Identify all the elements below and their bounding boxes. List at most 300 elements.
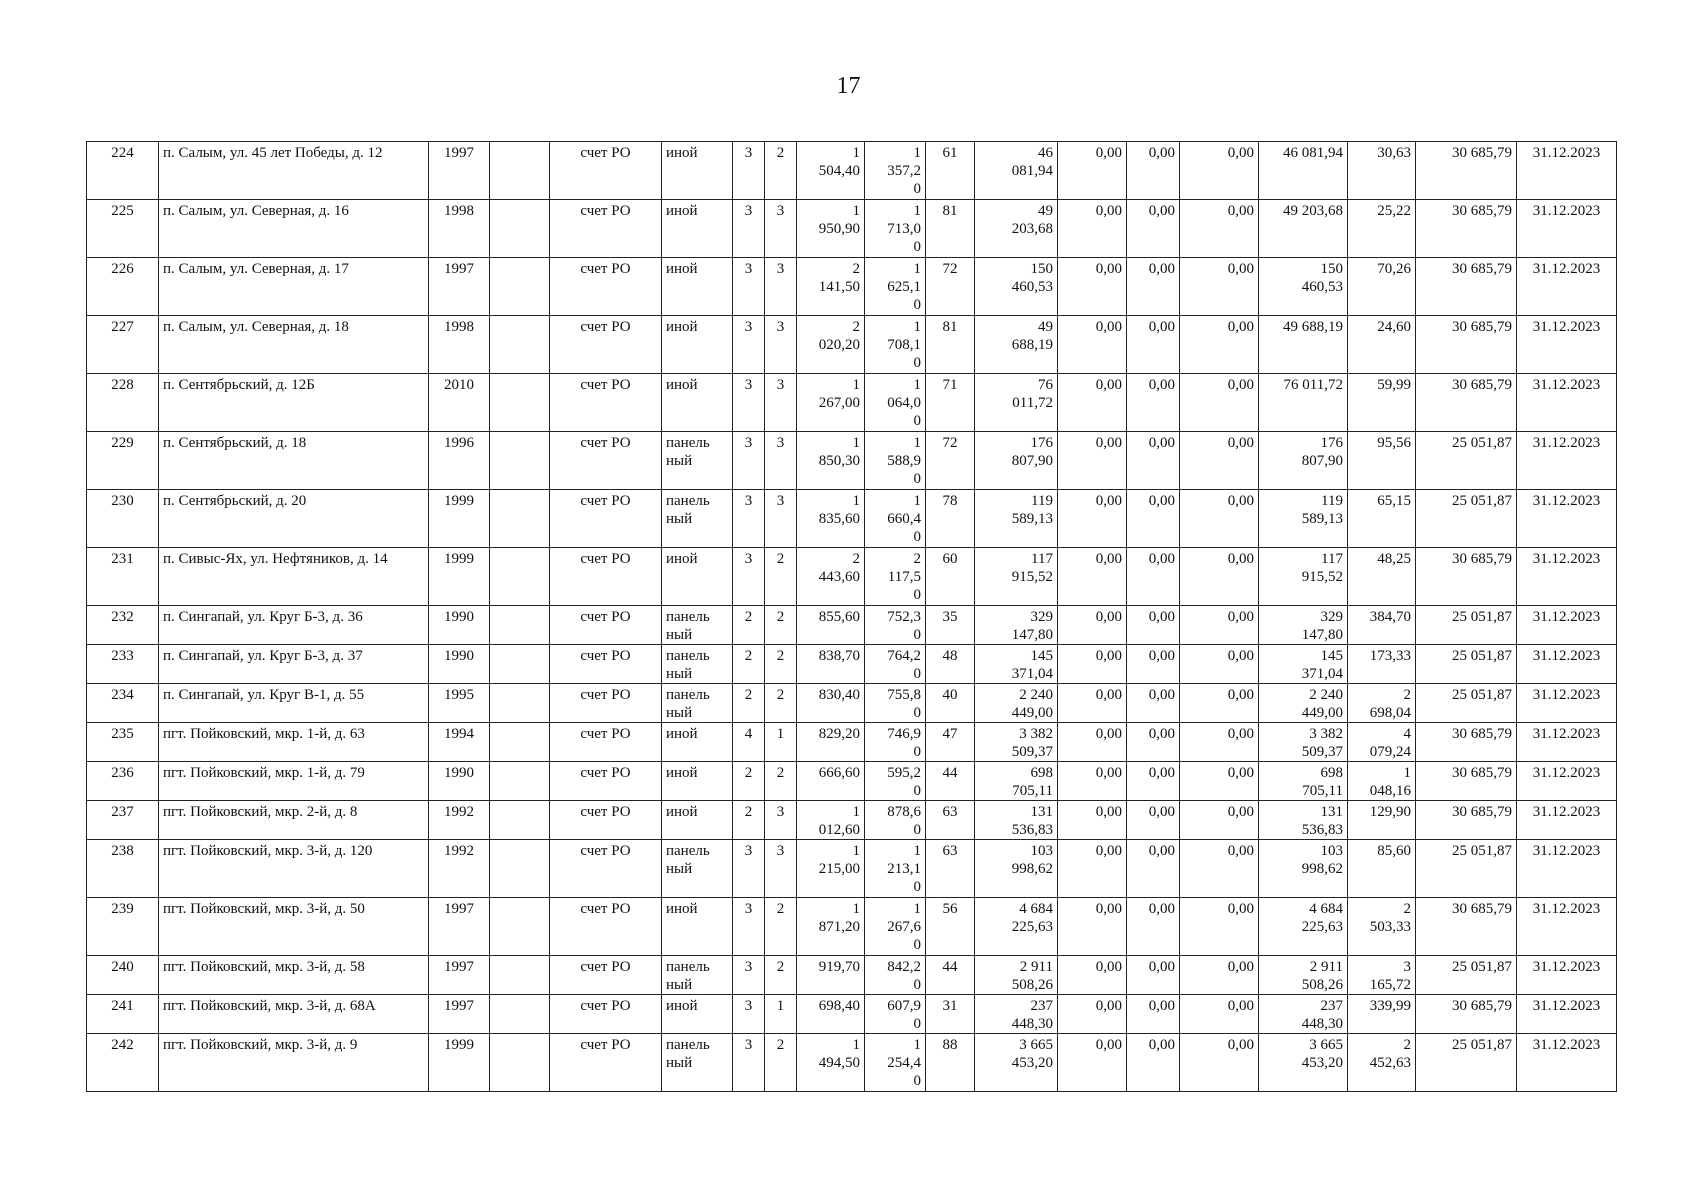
wall-material-cell: иной bbox=[662, 316, 733, 374]
funding-cell: 0,00 bbox=[1058, 432, 1127, 490]
table-row bbox=[87, 684, 1617, 723]
limit-cost-cell: 30 685,79 bbox=[1416, 995, 1517, 1034]
residents-cell: 71 bbox=[926, 374, 975, 432]
address-cell: п. Сентябрьский, д. 20 bbox=[159, 490, 429, 548]
year-cell: 1996 bbox=[429, 432, 490, 490]
year-cell: 1990 bbox=[429, 606, 490, 645]
funding-cell: 0,00 bbox=[1058, 995, 1127, 1034]
row-number: 226 bbox=[87, 258, 159, 316]
wall-material-cell: иной bbox=[662, 142, 733, 200]
total-cost-cell: 76 011,72 bbox=[975, 374, 1058, 432]
living-area-cell: 746,9 0 bbox=[865, 723, 926, 762]
total-cost-cell: 131 536,83 bbox=[975, 801, 1058, 840]
funding-cell: 0,00 bbox=[1058, 548, 1127, 606]
entrances-cell: 1 bbox=[765, 995, 797, 1034]
empty-cell bbox=[490, 995, 550, 1034]
residents-cell: 81 bbox=[926, 200, 975, 258]
row-number: 234 bbox=[87, 684, 159, 723]
fund-ro-cell: 119 589,13 bbox=[1259, 490, 1348, 548]
table-row bbox=[87, 374, 1617, 432]
floors-cell: 4 bbox=[733, 723, 765, 762]
empty-cell bbox=[490, 645, 550, 684]
year-cell: 1997 bbox=[429, 258, 490, 316]
wall-material-cell: иной bbox=[662, 898, 733, 956]
address-cell: п. Сингапай, ул. Круг В-1, д. 55 bbox=[159, 684, 429, 723]
limit-cost-cell: 30 685,79 bbox=[1416, 801, 1517, 840]
funding-cell: 0,00 bbox=[1180, 432, 1259, 490]
address-cell: пгт. Пойковский, мкр. 1-й, д. 79 bbox=[159, 762, 429, 801]
wall-material-cell: иной bbox=[662, 548, 733, 606]
total-cost-cell: 103 998,62 bbox=[975, 840, 1058, 898]
limit-cost-cell: 30 685,79 bbox=[1416, 374, 1517, 432]
funding-cell: 0,00 bbox=[1127, 898, 1180, 956]
funding-cell: 0,00 bbox=[1058, 374, 1127, 432]
total-cost-cell: 2 240 449,00 bbox=[975, 684, 1058, 723]
address-cell: п. Салым, ул. Северная, д. 16 bbox=[159, 200, 429, 258]
completion-date-cell: 31.12.2023 bbox=[1517, 840, 1617, 898]
account-cell: счет РО bbox=[550, 258, 662, 316]
fund-ro-cell: 49 203,68 bbox=[1259, 200, 1348, 258]
limit-cost-cell: 30 685,79 bbox=[1416, 548, 1517, 606]
living-area-cell: 1 064,0 0 bbox=[865, 374, 926, 432]
wall-material-cell: иной bbox=[662, 995, 733, 1034]
year-cell: 1994 bbox=[429, 723, 490, 762]
year-cell: 1999 bbox=[429, 490, 490, 548]
wall-material-cell: панель ный bbox=[662, 490, 733, 548]
funding-cell: 0,00 bbox=[1127, 1034, 1180, 1092]
year-cell: 1998 bbox=[429, 200, 490, 258]
fund-ro-cell: 3 665 453,20 bbox=[1259, 1034, 1348, 1092]
empty-cell bbox=[490, 316, 550, 374]
cost-per-m2-cell: 173,33 bbox=[1348, 645, 1416, 684]
account-cell: счет РО bbox=[550, 801, 662, 840]
table-row bbox=[87, 1034, 1617, 1092]
residents-cell: 88 bbox=[926, 1034, 975, 1092]
table-row bbox=[87, 548, 1617, 606]
funding-cell: 0,00 bbox=[1180, 1034, 1259, 1092]
year-cell: 1999 bbox=[429, 548, 490, 606]
cost-per-m2-cell: 2 503,33 bbox=[1348, 898, 1416, 956]
cost-per-m2-cell: 65,15 bbox=[1348, 490, 1416, 548]
address-cell: пгт. Пойковский, мкр. 3-й, д. 120 bbox=[159, 840, 429, 898]
fund-ro-cell: 176 807,90 bbox=[1259, 432, 1348, 490]
total-cost-cell: 117 915,52 bbox=[975, 548, 1058, 606]
fund-ro-cell: 3 382 509,37 bbox=[1259, 723, 1348, 762]
funding-cell: 0,00 bbox=[1127, 432, 1180, 490]
living-area-cell: 595,2 0 bbox=[865, 762, 926, 801]
total-area-cell: 2 141,50 bbox=[797, 258, 865, 316]
wall-material-cell: панель ный bbox=[662, 606, 733, 645]
houses-table bbox=[86, 141, 1617, 1092]
funding-cell: 0,00 bbox=[1180, 548, 1259, 606]
funding-cell: 0,00 bbox=[1058, 490, 1127, 548]
row-number: 225 bbox=[87, 200, 159, 258]
floors-cell: 3 bbox=[733, 490, 765, 548]
table-row bbox=[87, 142, 1617, 200]
wall-material-cell: иной bbox=[662, 723, 733, 762]
empty-cell bbox=[490, 801, 550, 840]
total-cost-cell: 49 688,19 bbox=[975, 316, 1058, 374]
fund-ro-cell: 4 684 225,63 bbox=[1259, 898, 1348, 956]
wall-material-cell: иной bbox=[662, 801, 733, 840]
page-number: 17 bbox=[836, 73, 861, 99]
row-number: 239 bbox=[87, 898, 159, 956]
fund-ro-cell: 76 011,72 bbox=[1259, 374, 1348, 432]
table-row bbox=[87, 840, 1617, 898]
completion-date-cell: 31.12.2023 bbox=[1517, 316, 1617, 374]
completion-date-cell: 31.12.2023 bbox=[1517, 956, 1617, 995]
residents-cell: 63 bbox=[926, 801, 975, 840]
funding-cell: 0,00 bbox=[1127, 606, 1180, 645]
completion-date-cell: 31.12.2023 bbox=[1517, 142, 1617, 200]
table-row bbox=[87, 258, 1617, 316]
entrances-cell: 3 bbox=[765, 374, 797, 432]
account-cell: счет РО bbox=[550, 200, 662, 258]
total-cost-cell: 3 382 509,37 bbox=[975, 723, 1058, 762]
completion-date-cell: 31.12.2023 bbox=[1517, 258, 1617, 316]
funding-cell: 0,00 bbox=[1127, 548, 1180, 606]
completion-date-cell: 31.12.2023 bbox=[1517, 898, 1617, 956]
floors-cell: 3 bbox=[733, 374, 765, 432]
total-cost-cell: 2 911 508,26 bbox=[975, 956, 1058, 995]
funding-cell: 0,00 bbox=[1058, 956, 1127, 995]
floors-cell: 2 bbox=[733, 762, 765, 801]
table-row bbox=[87, 606, 1617, 645]
residents-cell: 72 bbox=[926, 258, 975, 316]
entrances-cell: 2 bbox=[765, 684, 797, 723]
funding-cell: 0,00 bbox=[1127, 956, 1180, 995]
table-row bbox=[87, 898, 1617, 956]
account-cell: счет РО bbox=[550, 374, 662, 432]
total-area-cell: 855,60 bbox=[797, 606, 865, 645]
fund-ro-cell: 329 147,80 bbox=[1259, 606, 1348, 645]
total-area-cell: 1 267,00 bbox=[797, 374, 865, 432]
total-cost-cell: 176 807,90 bbox=[975, 432, 1058, 490]
total-area-cell: 1 835,60 bbox=[797, 490, 865, 548]
residents-cell: 48 bbox=[926, 645, 975, 684]
entrances-cell: 3 bbox=[765, 490, 797, 548]
year-cell: 1997 bbox=[429, 898, 490, 956]
entrances-cell: 1 bbox=[765, 723, 797, 762]
fund-ro-cell: 2 240 449,00 bbox=[1259, 684, 1348, 723]
completion-date-cell: 31.12.2023 bbox=[1517, 490, 1617, 548]
fund-ro-cell: 131 536,83 bbox=[1259, 801, 1348, 840]
row-number: 236 bbox=[87, 762, 159, 801]
row-number: 227 bbox=[87, 316, 159, 374]
total-cost-cell: 237 448,30 bbox=[975, 995, 1058, 1034]
table-row bbox=[87, 432, 1617, 490]
funding-cell: 0,00 bbox=[1180, 995, 1259, 1034]
floors-cell: 3 bbox=[733, 142, 765, 200]
row-number: 235 bbox=[87, 723, 159, 762]
completion-date-cell: 31.12.2023 bbox=[1517, 548, 1617, 606]
cost-per-m2-cell: 2 698,04 bbox=[1348, 684, 1416, 723]
living-area-cell: 1 254,4 0 bbox=[865, 1034, 926, 1092]
total-area-cell: 830,40 bbox=[797, 684, 865, 723]
year-cell: 1995 bbox=[429, 684, 490, 723]
entrances-cell: 3 bbox=[765, 432, 797, 490]
funding-cell: 0,00 bbox=[1180, 258, 1259, 316]
total-area-cell: 919,70 bbox=[797, 956, 865, 995]
funding-cell: 0,00 bbox=[1180, 762, 1259, 801]
funding-cell: 0,00 bbox=[1058, 316, 1127, 374]
cost-per-m2-cell: 1 048,16 bbox=[1348, 762, 1416, 801]
account-cell: счет РО bbox=[550, 762, 662, 801]
residents-cell: 47 bbox=[926, 723, 975, 762]
empty-cell bbox=[490, 200, 550, 258]
residents-cell: 31 bbox=[926, 995, 975, 1034]
fund-ro-cell: 237 448,30 bbox=[1259, 995, 1348, 1034]
cost-per-m2-cell: 25,22 bbox=[1348, 200, 1416, 258]
table-row bbox=[87, 801, 1617, 840]
funding-cell: 0,00 bbox=[1180, 723, 1259, 762]
account-cell: счет РО bbox=[550, 840, 662, 898]
row-number: 232 bbox=[87, 606, 159, 645]
funding-cell: 0,00 bbox=[1058, 645, 1127, 684]
limit-cost-cell: 30 685,79 bbox=[1416, 200, 1517, 258]
limit-cost-cell: 25 051,87 bbox=[1416, 432, 1517, 490]
year-cell: 1990 bbox=[429, 762, 490, 801]
total-area-cell: 666,60 bbox=[797, 762, 865, 801]
address-cell: п. Сентябрьский, д. 12Б bbox=[159, 374, 429, 432]
cost-per-m2-cell: 24,60 bbox=[1348, 316, 1416, 374]
cost-per-m2-cell: 30,63 bbox=[1348, 142, 1416, 200]
completion-date-cell: 31.12.2023 bbox=[1517, 1034, 1617, 1092]
living-area-cell: 752,3 0 bbox=[865, 606, 926, 645]
wall-material-cell: иной bbox=[662, 762, 733, 801]
residents-cell: 56 bbox=[926, 898, 975, 956]
living-area-cell: 1 357,2 0 bbox=[865, 142, 926, 200]
fund-ro-cell: 2 911 508,26 bbox=[1259, 956, 1348, 995]
cost-per-m2-cell: 59,99 bbox=[1348, 374, 1416, 432]
address-cell: п. Салым, ул. Северная, д. 18 bbox=[159, 316, 429, 374]
row-number: 233 bbox=[87, 645, 159, 684]
completion-date-cell: 31.12.2023 bbox=[1517, 374, 1617, 432]
address-cell: п. Сингапай, ул. Круг Б-3, д. 36 bbox=[159, 606, 429, 645]
address-cell: пгт. Пойковский, мкр. 3-й, д. 9 bbox=[159, 1034, 429, 1092]
floors-cell: 3 bbox=[733, 258, 765, 316]
limit-cost-cell: 25 051,87 bbox=[1416, 490, 1517, 548]
funding-cell: 0,00 bbox=[1127, 316, 1180, 374]
residents-cell: 61 bbox=[926, 142, 975, 200]
limit-cost-cell: 30 685,79 bbox=[1416, 898, 1517, 956]
completion-date-cell: 31.12.2023 bbox=[1517, 200, 1617, 258]
limit-cost-cell: 25 051,87 bbox=[1416, 1034, 1517, 1092]
floors-cell: 3 bbox=[733, 432, 765, 490]
living-area-cell: 1 588,9 0 bbox=[865, 432, 926, 490]
residents-cell: 72 bbox=[926, 432, 975, 490]
living-area-cell: 842,2 0 bbox=[865, 956, 926, 995]
funding-cell: 0,00 bbox=[1058, 142, 1127, 200]
account-cell: счет РО bbox=[550, 1034, 662, 1092]
cost-per-m2-cell: 3 165,72 bbox=[1348, 956, 1416, 995]
empty-cell bbox=[490, 490, 550, 548]
living-area-cell: 878,6 0 bbox=[865, 801, 926, 840]
fund-ro-cell: 103 998,62 bbox=[1259, 840, 1348, 898]
funding-cell: 0,00 bbox=[1127, 258, 1180, 316]
completion-date-cell: 31.12.2023 bbox=[1517, 723, 1617, 762]
empty-cell bbox=[490, 684, 550, 723]
funding-cell: 0,00 bbox=[1127, 801, 1180, 840]
entrances-cell: 2 bbox=[765, 956, 797, 995]
row-number: 237 bbox=[87, 801, 159, 840]
row-number: 228 bbox=[87, 374, 159, 432]
completion-date-cell: 31.12.2023 bbox=[1517, 645, 1617, 684]
limit-cost-cell: 25 051,87 bbox=[1416, 684, 1517, 723]
funding-cell: 0,00 bbox=[1180, 840, 1259, 898]
empty-cell bbox=[490, 606, 550, 645]
living-area-cell: 1 713,0 0 bbox=[865, 200, 926, 258]
row-number: 230 bbox=[87, 490, 159, 548]
address-cell: п. Салым, ул. Северная, д. 17 bbox=[159, 258, 429, 316]
year-cell: 1997 bbox=[429, 142, 490, 200]
account-cell: счет РО bbox=[550, 316, 662, 374]
funding-cell: 0,00 bbox=[1180, 374, 1259, 432]
living-area-cell: 2 117,5 0 bbox=[865, 548, 926, 606]
cost-per-m2-cell: 129,90 bbox=[1348, 801, 1416, 840]
residents-cell: 81 bbox=[926, 316, 975, 374]
living-area-cell: 1 213,1 0 bbox=[865, 840, 926, 898]
table-row bbox=[87, 723, 1617, 762]
address-cell: п. Сентябрьский, д. 18 bbox=[159, 432, 429, 490]
account-cell: счет РО bbox=[550, 142, 662, 200]
fund-ro-cell: 117 915,52 bbox=[1259, 548, 1348, 606]
entrances-cell: 2 bbox=[765, 1034, 797, 1092]
table-row bbox=[87, 762, 1617, 801]
funding-cell: 0,00 bbox=[1127, 200, 1180, 258]
empty-cell bbox=[490, 258, 550, 316]
cost-per-m2-cell: 2 452,63 bbox=[1348, 1034, 1416, 1092]
completion-date-cell: 31.12.2023 bbox=[1517, 606, 1617, 645]
wall-material-cell: панель ный bbox=[662, 645, 733, 684]
cost-per-m2-cell: 95,56 bbox=[1348, 432, 1416, 490]
empty-cell bbox=[490, 723, 550, 762]
total-area-cell: 2 020,20 bbox=[797, 316, 865, 374]
living-area-cell: 1 708,1 0 bbox=[865, 316, 926, 374]
residents-cell: 35 bbox=[926, 606, 975, 645]
address-cell: пгт. Пойковский, мкр. 3-й, д. 58 bbox=[159, 956, 429, 995]
total-area-cell: 1 871,20 bbox=[797, 898, 865, 956]
wall-material-cell: панель ный bbox=[662, 956, 733, 995]
funding-cell: 0,00 bbox=[1127, 142, 1180, 200]
address-cell: п. Сивыс-Ях, ул. Нефтяников, д. 14 bbox=[159, 548, 429, 606]
empty-cell bbox=[490, 374, 550, 432]
funding-cell: 0,00 bbox=[1180, 142, 1259, 200]
account-cell: счет РО bbox=[550, 432, 662, 490]
floors-cell: 2 bbox=[733, 645, 765, 684]
row-number: 224 bbox=[87, 142, 159, 200]
fund-ro-cell: 49 688,19 bbox=[1259, 316, 1348, 374]
year-cell: 1992 bbox=[429, 840, 490, 898]
entrances-cell: 3 bbox=[765, 840, 797, 898]
entrances-cell: 3 bbox=[765, 801, 797, 840]
empty-cell bbox=[490, 956, 550, 995]
funding-cell: 0,00 bbox=[1058, 762, 1127, 801]
total-area-cell: 838,70 bbox=[797, 645, 865, 684]
funding-cell: 0,00 bbox=[1180, 606, 1259, 645]
funding-cell: 0,00 bbox=[1127, 995, 1180, 1034]
funding-cell: 0,00 bbox=[1058, 723, 1127, 762]
account-cell: счет РО bbox=[550, 723, 662, 762]
funding-cell: 0,00 bbox=[1127, 840, 1180, 898]
living-area-cell: 1 267,6 0 bbox=[865, 898, 926, 956]
cost-per-m2-cell: 48,25 bbox=[1348, 548, 1416, 606]
living-area-cell: 1 625,1 0 bbox=[865, 258, 926, 316]
funding-cell: 0,00 bbox=[1180, 898, 1259, 956]
wall-material-cell: панель ный bbox=[662, 432, 733, 490]
fund-ro-cell: 150 460,53 bbox=[1259, 258, 1348, 316]
row-number: 238 bbox=[87, 840, 159, 898]
entrances-cell: 3 bbox=[765, 200, 797, 258]
total-area-cell: 829,20 bbox=[797, 723, 865, 762]
wall-material-cell: панель ный bbox=[662, 1034, 733, 1092]
funding-cell: 0,00 bbox=[1058, 898, 1127, 956]
floors-cell: 3 bbox=[733, 316, 765, 374]
floors-cell: 3 bbox=[733, 200, 765, 258]
account-cell: счет РО bbox=[550, 956, 662, 995]
cost-per-m2-cell: 339,99 bbox=[1348, 995, 1416, 1034]
funding-cell: 0,00 bbox=[1180, 200, 1259, 258]
total-area-cell: 1 850,30 bbox=[797, 432, 865, 490]
total-cost-cell: 46 081,94 bbox=[975, 142, 1058, 200]
year-cell: 2010 bbox=[429, 374, 490, 432]
account-cell: счет РО bbox=[550, 684, 662, 723]
completion-date-cell: 31.12.2023 bbox=[1517, 684, 1617, 723]
limit-cost-cell: 30 685,79 bbox=[1416, 316, 1517, 374]
funding-cell: 0,00 bbox=[1058, 801, 1127, 840]
year-cell: 1992 bbox=[429, 801, 490, 840]
total-area-cell: 698,40 bbox=[797, 995, 865, 1034]
total-area-cell: 1 215,00 bbox=[797, 840, 865, 898]
entrances-cell: 2 bbox=[765, 645, 797, 684]
limit-cost-cell: 25 051,87 bbox=[1416, 606, 1517, 645]
completion-date-cell: 31.12.2023 bbox=[1517, 432, 1617, 490]
funding-cell: 0,00 bbox=[1058, 606, 1127, 645]
limit-cost-cell: 30 685,79 bbox=[1416, 258, 1517, 316]
account-cell: счет РО bbox=[550, 606, 662, 645]
total-cost-cell: 145 371,04 bbox=[975, 645, 1058, 684]
total-cost-cell: 150 460,53 bbox=[975, 258, 1058, 316]
empty-cell bbox=[490, 762, 550, 801]
table-row bbox=[87, 995, 1617, 1034]
floors-cell: 3 bbox=[733, 1034, 765, 1092]
completion-date-cell: 31.12.2023 bbox=[1517, 995, 1617, 1034]
funding-cell: 0,00 bbox=[1127, 374, 1180, 432]
entrances-cell: 2 bbox=[765, 898, 797, 956]
floors-cell: 3 bbox=[733, 995, 765, 1034]
address-cell: пгт. Пойковский, мкр. 2-й, д. 8 bbox=[159, 801, 429, 840]
total-area-cell: 1 012,60 bbox=[797, 801, 865, 840]
empty-cell bbox=[490, 898, 550, 956]
funding-cell: 0,00 bbox=[1180, 956, 1259, 995]
table-body bbox=[87, 142, 1617, 1092]
empty-cell bbox=[490, 548, 550, 606]
floors-cell: 2 bbox=[733, 684, 765, 723]
limit-cost-cell: 30 685,79 bbox=[1416, 762, 1517, 801]
funding-cell: 0,00 bbox=[1180, 801, 1259, 840]
floors-cell: 3 bbox=[733, 956, 765, 995]
funding-cell: 0,00 bbox=[1058, 684, 1127, 723]
table-row bbox=[87, 956, 1617, 995]
account-cell: счет РО bbox=[550, 995, 662, 1034]
funding-cell: 0,00 bbox=[1127, 490, 1180, 548]
floors-cell: 3 bbox=[733, 898, 765, 956]
cost-per-m2-cell: 70,26 bbox=[1348, 258, 1416, 316]
empty-cell bbox=[490, 1034, 550, 1092]
living-area-cell: 764,2 0 bbox=[865, 645, 926, 684]
floors-cell: 2 bbox=[733, 801, 765, 840]
address-cell: пгт. Пойковский, мкр. 1-й, д. 63 bbox=[159, 723, 429, 762]
